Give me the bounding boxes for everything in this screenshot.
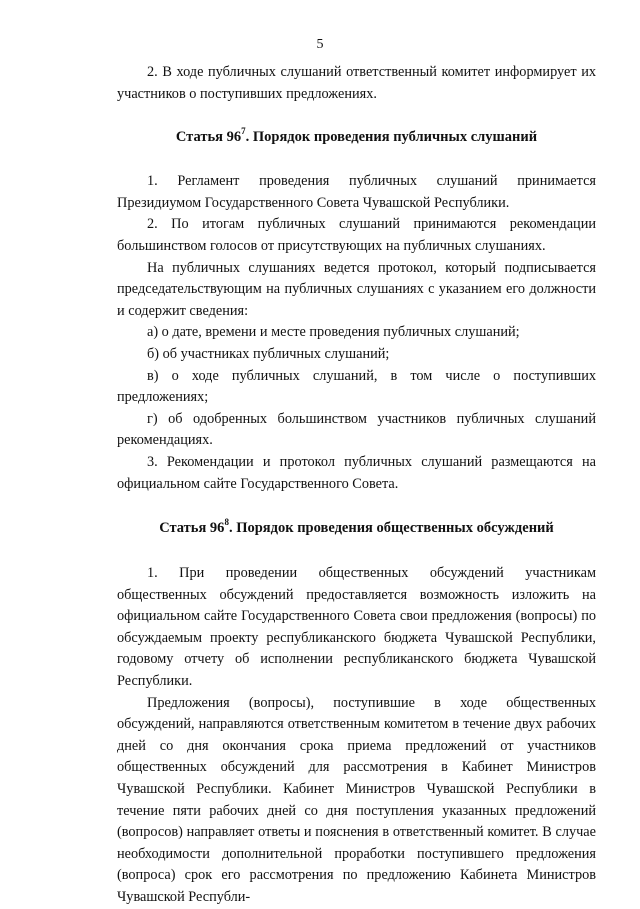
article-96-7-list-item-a: а) о дате, времени и месте проведения публичных слушаний;: [147, 324, 520, 341]
article-96-7-paragraph-2: 2. По итогам публичных слушаний принимаются рекомендации большинством голосов от присутствующих на публичных слушаниях.: [117, 216, 596, 254]
paragraph-intro-1: 2. В ходе публичных слушаний ответственный комитет информирует их участников о поступивших предложениях.: [117, 64, 596, 102]
article-96-8-prefix: Статья 96: [159, 520, 225, 537]
article-96-7-list-item-b: б) об участниках публичных слушаний;: [147, 345, 390, 362]
page-number: 5: [316, 37, 324, 52]
article-96-7-prefix: Статья 96: [175, 129, 242, 146]
article-96-8-title-text: . Порядок проведения общественных обсуждений: [228, 520, 554, 537]
article-96-7-superscript: 7: [241, 126, 246, 137]
article-96-7-paragraph-4: 3. Рекомендации и протокол публичных слушаний размещаются на официальном сайте Государственного Совета.: [117, 453, 596, 492]
article-96-7-paragraph-3: На публичных слушаниях ведется протокол, который подписывается председательствующим на публичных слушаниях с указанием его должности и содержит сведения:: [117, 259, 596, 319]
article-96-8-superscript: 8: [224, 517, 229, 528]
article-96-7-title: [117, 127, 596, 147]
article-96-7-title-text: . Порядок проведения публичных слушаний: [245, 129, 538, 146]
article-96-7-list-item-g: г) об одобренных большинством участников публичных слушаний рекомендациях.: [117, 410, 596, 449]
article-96-7-list-item-v: в) о ходе публичных слушаний, в том числе о поступивших предложениях;: [117, 367, 596, 406]
article-96-8-paragraph-2: Предложения (вопросы), поступившие в ходе общественных обсуждений, направляются ответственным комитетом в течение двух рабочих дней со дня окончания срока приема предложений от участников общественных обсуждений для рассмотрения в Кабинет Министров Чувашской Республики. Кабинет Министров Чувашской Республики в течение пяти рабочих дней со дня поступления указанных предложений (вопросов) направляет ответы и пояснения в ответственный комитет. В случае необходимости дополнительной проработки поступившего предложения (вопроса) срок его рассмотрения по предложению Кабинета Министров Чувашской Республи-: [117, 694, 596, 905]
article-96-8-paragraph-1: 1. При проведении общественных обсуждений участникам общественных обсуждений предоставляется возможность изложить на официальном сайте Государственного Совета свои предложения (вопросы) по обсуждаемым проекту республиканского бюджета Чувашской Республики, годовому отчету об исполнении республиканского бюджета Чувашской Республики.: [117, 565, 596, 690]
article-96-7-paragraph-1: 1. Регламент проведения публичных слушаний принимается Президиумом Государственного Совета Чувашской Республики.: [117, 173, 596, 211]
article-96-8-title: [117, 518, 596, 538]
document-body: [117, 62, 596, 909]
